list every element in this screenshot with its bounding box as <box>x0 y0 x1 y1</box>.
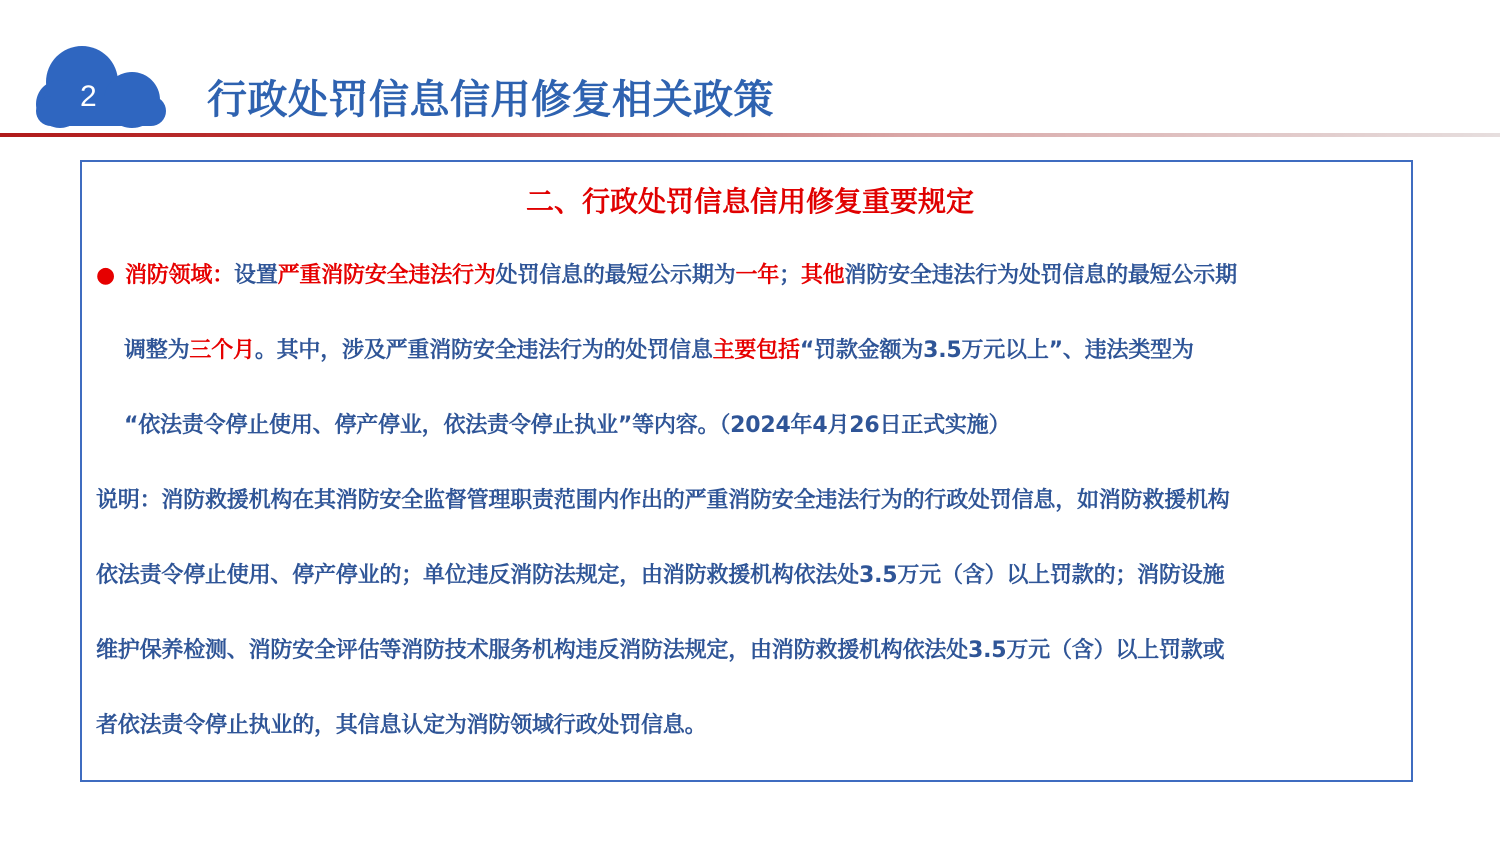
bullet-line-3: “依法责令停止使用、停产停业，依法责令停止执业”等内容。（2024年4月26日正式实施） <box>124 413 1011 438</box>
note-line-3: 维护保养检测、消防安全评估等消防技术服务机构违反消防法规定，由消防救援机构依法处3.5万元（含）以上罚款或 <box>96 638 1225 663</box>
section-number: 2 <box>80 80 97 113</box>
header-divider <box>0 133 1500 137</box>
bullet-icon: ● <box>96 263 115 288</box>
note-line-2: 依法责令停止使用、停产停业的；单位违反消防法规定，由消防救援机构依法处3.5万元（含）以上罚款的；消防设施 <box>96 563 1225 588</box>
bullet-line-2: 调整为三个月。其中，涉及严重消防安全违法行为的处罚信息主要包括“罚款金额为3.5万元以上”、违法类型为 <box>124 338 1194 363</box>
bullet-line-1: ● 消防领域：设置严重消防安全违法行为处罚信息的最短公示期为一年；其他消防安全违法行为处罚信息的最短公示期 <box>96 263 1237 288</box>
page-title: 行政处罚信息信用修复相关政策 <box>207 77 774 123</box>
note-line-1: 说明：消防救援机构在其消防安全监督管理职责范围内作出的严重消防安全违法行为的行政处罚信息，如消防救援机构 <box>96 488 1230 513</box>
content-box <box>80 160 1413 782</box>
section-heading: 二、行政处罚信息信用修复重要规定 <box>525 185 974 218</box>
cloud-icon <box>0 0 180 135</box>
bullet-label: 消防领域： <box>125 263 235 288</box>
note-line-4: 者依法责令停止执业的，其信息认定为消防领域行政处罚信息。 <box>96 713 707 738</box>
